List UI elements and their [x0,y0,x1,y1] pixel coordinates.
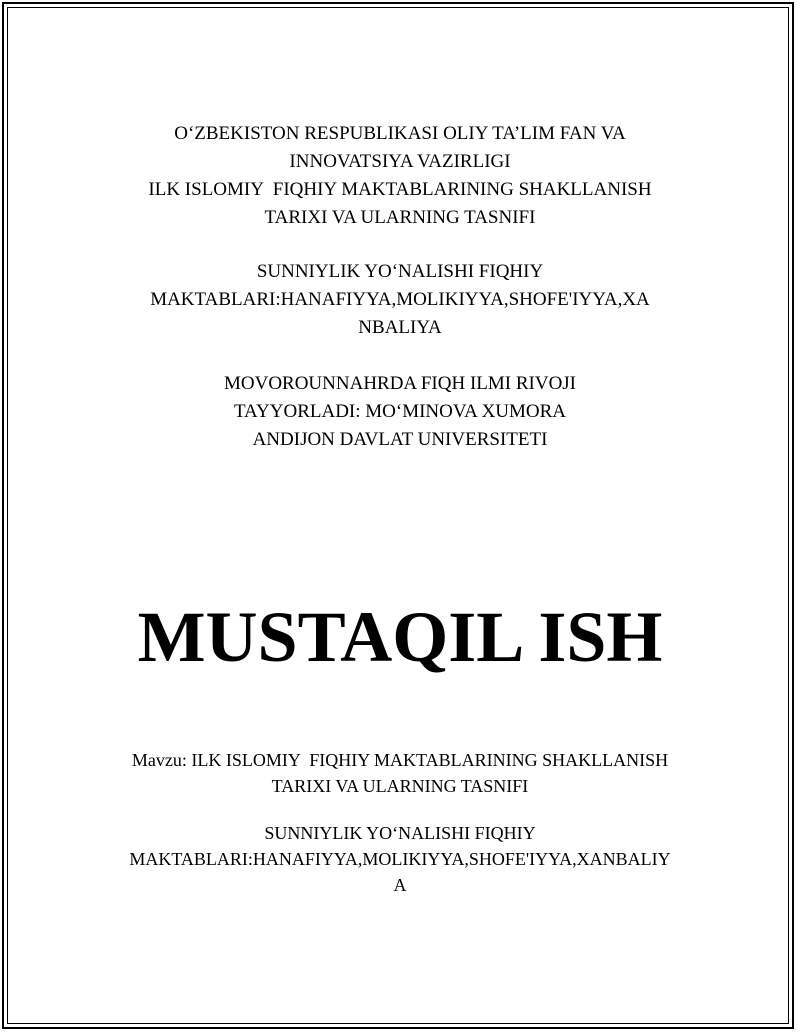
work-title-line-1: ILK ISLOMIY FIQHIY MAKTABLARINING SHAKLLANISH [148,179,652,200]
topic-sub-block [100,820,700,898]
ministry-line-2: INNOVATSIYA VAZIRLIGI [289,151,511,172]
main-title: MUSTAQIL ISH [137,597,663,677]
topic-sub-line-1: SUNNIYLIK YO‘NALISHI FIQHIY [264,823,536,843]
subtitle-line-1: SUNNIYLIK YO‘NALISHI FIQHIY [256,261,544,282]
ministry-line-1: O‘ZBEKISTON RESPUBLIKASI OLIY TA’LIM FAN VA [174,123,626,144]
header-block [100,120,700,232]
prepared-by: TAYYORLADI: MO‘MINOVA XUMORA [233,401,567,422]
work-title-line-2: TARIXI VA ULARNING TASNIFI [264,207,536,228]
topic-line-2: TARIXI VA ULARNING TASNIFI [271,776,529,796]
course-name: MOVOROUNNAHRDA FIQH ILMI RIVOJI [223,373,577,394]
topic-sub-line-3: A [393,875,407,895]
subtitle-line-3: NBALIYA [358,317,442,338]
university-name: ANDIJON DAVLAT UNIVERSITETI [252,429,548,450]
topic-sub-line-2: MAKTABLARI:HANAFIYYA,MOLIKIYYA,SHOFE'IYYA,XANBALIY [129,849,671,869]
topic-line-1: Mavzu: ILK ISLOMIY FIQHIY MAKTABLARINING SHAKLLANISH [131,750,669,770]
subtitle-block [100,258,700,342]
subtitle-line-2: MAKTABLARI:HANAFIYYA,MOLIKIYYA,SHOFE'IYYA,XA [150,289,650,310]
topic-block [100,747,700,799]
meta-block [100,370,700,454]
